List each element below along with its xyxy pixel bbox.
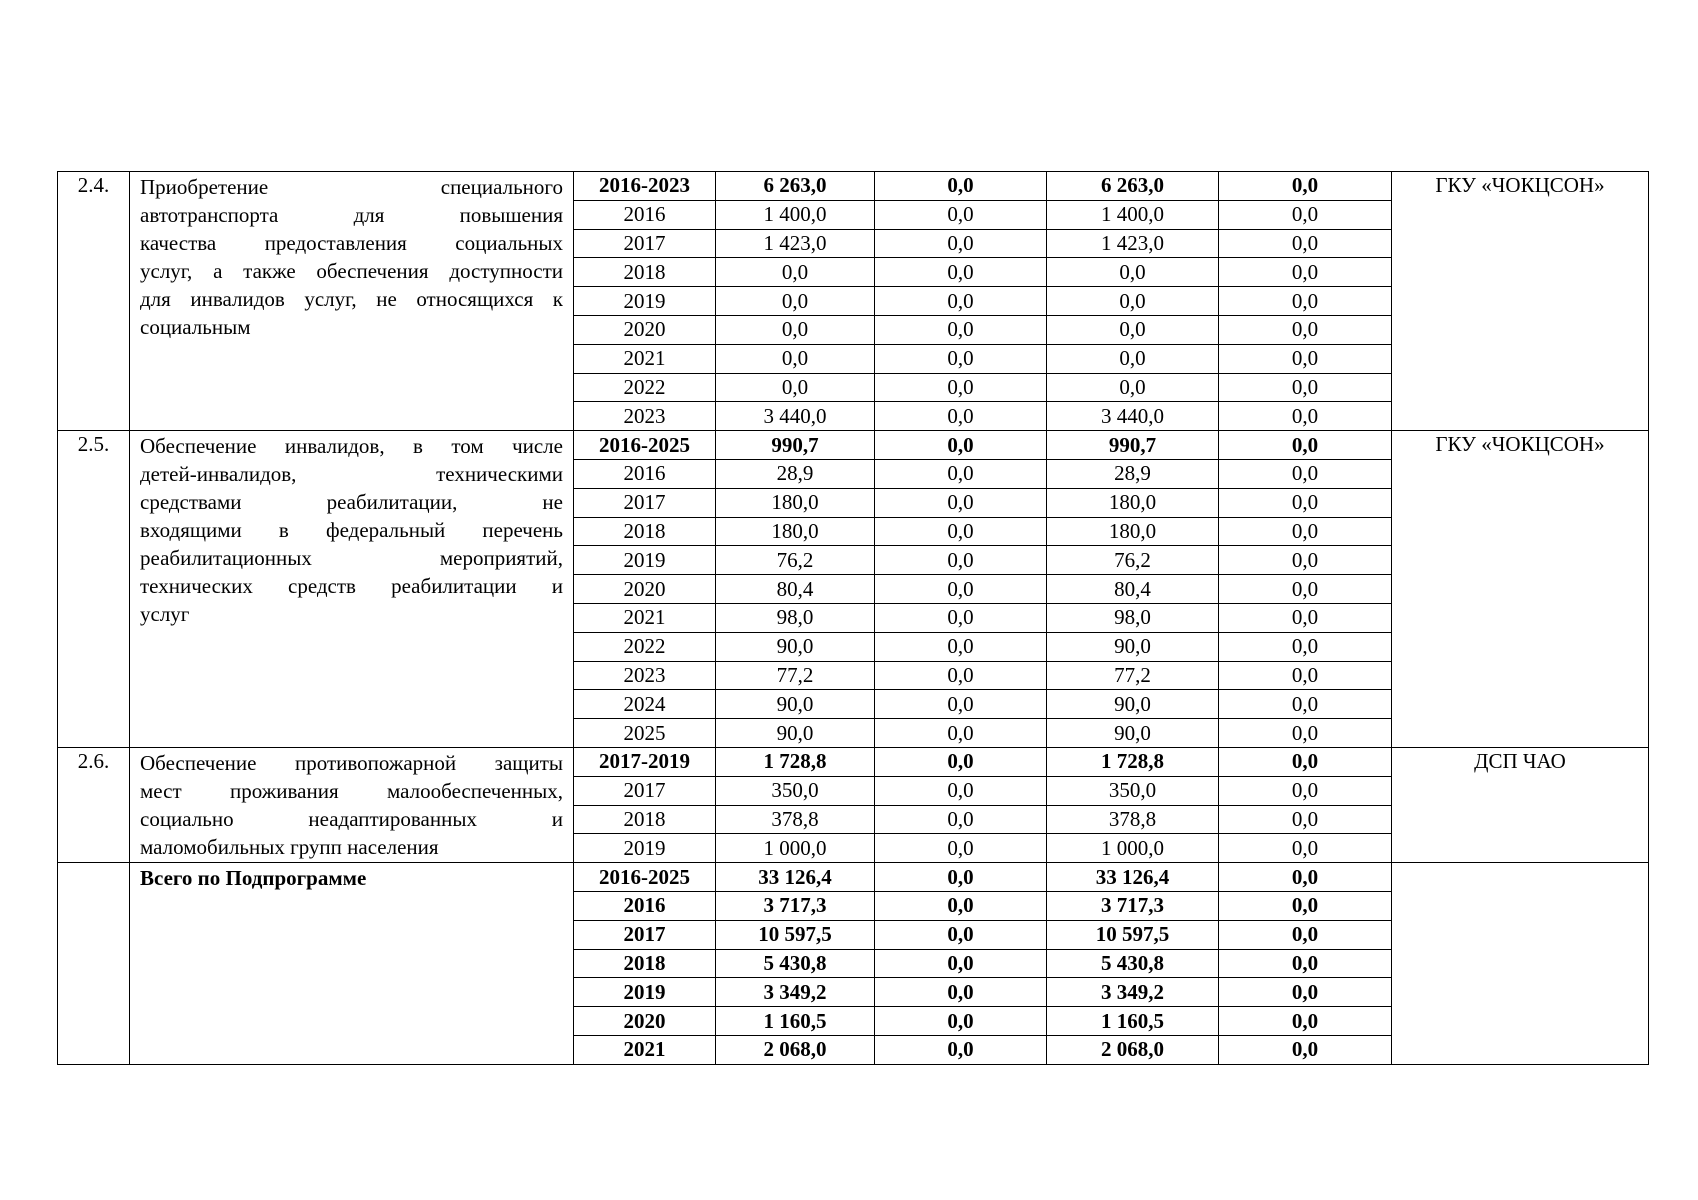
item-description [130,431,574,748]
total-org-cell [1392,863,1649,1065]
other-cell: 0,0 [1219,891,1392,920]
total-cell: 2 068,0 [716,1035,875,1064]
other-cell: 0,0 [1219,431,1392,460]
total-cell: 6 263,0 [716,172,875,201]
other-cell: 0,0 [1219,949,1392,978]
regional-cell: 0,0 [1047,373,1219,402]
year-cell: 2020 [574,315,716,344]
total-cell: 90,0 [716,632,875,661]
total-label: Всего по Подпрограмме [130,863,574,1065]
year-cell: 2017 [574,229,716,258]
regional-cell: 2 068,0 [1047,1035,1219,1064]
description-line: Обеспечение инвалидов, в том числе [140,434,563,459]
other-cell: 0,0 [1219,776,1392,805]
regional-cell: 76,2 [1047,546,1219,575]
other-cell: 0,0 [1219,834,1392,863]
item-description [130,172,574,431]
regional-cell: 0,0 [1047,315,1219,344]
federal-cell: 0,0 [875,575,1047,604]
federal-cell: 0,0 [875,373,1047,402]
other-cell: 0,0 [1219,690,1392,719]
year-cell: 2017 [574,776,716,805]
regional-cell: 378,8 [1047,805,1219,834]
other-cell: 0,0 [1219,287,1392,316]
federal-cell: 0,0 [875,978,1047,1007]
description-line: для инвалидов услуг, не относящихся к [140,287,563,311]
year-cell: 2018 [574,805,716,834]
year-cell: 2019 [574,978,716,1007]
item-number: 2.4. [58,172,130,431]
other-cell: 0,0 [1219,229,1392,258]
other-cell: 0,0 [1219,517,1392,546]
federal-cell: 0,0 [875,747,1047,776]
federal-cell: 0,0 [875,661,1047,690]
total-cell: 1 000,0 [716,834,875,863]
total-cell: 180,0 [716,488,875,517]
total-cell: 0,0 [716,315,875,344]
year-cell: 2023 [574,402,716,431]
total-cell: 1 400,0 [716,200,875,229]
regional-cell: 180,0 [1047,488,1219,517]
total-cell: 0,0 [716,287,875,316]
description-line: социально неадаптированных и [140,806,563,831]
other-cell: 0,0 [1219,719,1392,748]
description-line: Обеспечение противопожарной защиты [140,750,563,775]
other-cell: 0,0 [1219,1035,1392,1064]
item-number: 2.5. [58,431,130,748]
total-cell: 0,0 [716,344,875,373]
regional-cell: 3 349,2 [1047,978,1219,1007]
regional-cell: 33 126,4 [1047,863,1219,892]
description-line: качества предоставления социальных [140,231,563,255]
total-cell: 3 349,2 [716,978,875,1007]
federal-cell: 0,0 [875,172,1047,201]
other-cell: 0,0 [1219,632,1392,661]
year-cell: 2016 [574,459,716,488]
total-row [58,863,1649,892]
federal-cell: 0,0 [875,402,1047,431]
description-line: технических средств реабилитации и [140,574,563,599]
federal-cell: 0,0 [875,431,1047,460]
description-line: автотранспорта для повышения [140,203,563,227]
year-cell: 2019 [574,287,716,316]
description-line: детей-инвалидов, техническими [140,462,563,487]
total-cell: 990,7 [716,431,875,460]
federal-cell: 0,0 [875,200,1047,229]
regional-cell: 10 597,5 [1047,920,1219,949]
description-line: маломобильных групп населения [140,834,439,859]
total-cell: 33 126,4 [716,863,875,892]
federal-cell: 0,0 [875,258,1047,287]
other-cell: 0,0 [1219,546,1392,575]
year-cell: 2018 [574,258,716,287]
table-body [58,172,1649,1065]
total-cell: 5 430,8 [716,949,875,978]
year-cell: 2022 [574,632,716,661]
regional-cell: 5 430,8 [1047,949,1219,978]
total-cell: 0,0 [716,373,875,402]
other-cell: 0,0 [1219,172,1392,201]
other-cell: 0,0 [1219,747,1392,776]
year-cell: 2018 [574,949,716,978]
federal-cell: 0,0 [875,690,1047,719]
year-cell: 2025 [574,719,716,748]
other-cell: 0,0 [1219,575,1392,604]
regional-cell: 77,2 [1047,661,1219,690]
total-cell: 0,0 [716,258,875,287]
total-number-cell [58,863,130,1065]
other-cell: 0,0 [1219,402,1392,431]
description-line: реабилитационных мероприятий, [140,546,563,571]
other-cell: 0,0 [1219,661,1392,690]
other-cell: 0,0 [1219,373,1392,402]
table-row [58,747,1649,776]
description-line: услуг, а также обеспечения доступности [140,259,563,283]
other-cell: 0,0 [1219,863,1392,892]
total-cell: 180,0 [716,517,875,546]
federal-cell: 0,0 [875,344,1047,373]
federal-cell: 0,0 [875,315,1047,344]
regional-cell: 1 160,5 [1047,1007,1219,1036]
regional-cell: 28,9 [1047,459,1219,488]
regional-cell: 6 263,0 [1047,172,1219,201]
regional-cell: 98,0 [1047,603,1219,632]
year-cell: 2017-2019 [574,747,716,776]
regional-cell: 1 400,0 [1047,200,1219,229]
total-cell: 80,4 [716,575,875,604]
total-cell: 3 440,0 [716,402,875,431]
total-cell: 350,0 [716,776,875,805]
federal-cell: 0,0 [875,229,1047,258]
federal-cell: 0,0 [875,863,1047,892]
total-cell: 76,2 [716,546,875,575]
total-cell: 28,9 [716,459,875,488]
federal-cell: 0,0 [875,949,1047,978]
other-cell: 0,0 [1219,315,1392,344]
item-description [130,747,574,862]
other-cell: 0,0 [1219,805,1392,834]
year-cell: 2021 [574,603,716,632]
description-line: мест проживания малообеспеченных, [140,778,563,803]
regional-cell: 1 000,0 [1047,834,1219,863]
description-line: средствами реабилитации, не [140,490,563,515]
year-cell: 2021 [574,344,716,373]
regional-cell: 1 728,8 [1047,747,1219,776]
federal-cell: 0,0 [875,805,1047,834]
total-cell: 3 717,3 [716,891,875,920]
year-cell: 2018 [574,517,716,546]
total-cell: 90,0 [716,719,875,748]
year-cell: 2016-2023 [574,172,716,201]
regional-cell: 90,0 [1047,690,1219,719]
regional-cell: 90,0 [1047,632,1219,661]
other-cell: 0,0 [1219,488,1392,517]
total-cell: 1 728,8 [716,747,875,776]
total-cell: 1 423,0 [716,229,875,258]
federal-cell: 0,0 [875,546,1047,575]
regional-cell: 3 717,3 [1047,891,1219,920]
regional-cell: 0,0 [1047,258,1219,287]
federal-cell: 0,0 [875,488,1047,517]
other-cell: 0,0 [1219,344,1392,373]
year-cell: 2017 [574,920,716,949]
year-cell: 2016-2025 [574,431,716,460]
responsible-org: ДСП ЧАО [1392,747,1649,862]
regional-cell: 990,7 [1047,431,1219,460]
responsible-org: ГКУ «ЧОКЦСОН» [1392,172,1649,431]
federal-cell: 0,0 [875,834,1047,863]
year-cell: 2016 [574,891,716,920]
federal-cell: 0,0 [875,891,1047,920]
federal-cell: 0,0 [875,719,1047,748]
total-cell: 77,2 [716,661,875,690]
year-cell: 2019 [574,834,716,863]
table-row [58,172,1649,201]
federal-cell: 0,0 [875,920,1047,949]
other-cell: 0,0 [1219,258,1392,287]
description-line: входящими в федеральный перечень [140,518,563,543]
regional-cell: 90,0 [1047,719,1219,748]
year-cell: 2024 [574,690,716,719]
regional-cell: 0,0 [1047,344,1219,373]
year-cell: 2021 [574,1035,716,1064]
year-cell: 2020 [574,1007,716,1036]
federal-cell: 0,0 [875,517,1047,546]
year-cell: 2016-2025 [574,863,716,892]
federal-cell: 0,0 [875,603,1047,632]
description-line: социальным [140,315,251,339]
year-cell: 2016 [574,200,716,229]
regional-cell: 180,0 [1047,517,1219,546]
total-cell: 90,0 [716,690,875,719]
other-cell: 0,0 [1219,459,1392,488]
description-line: услуг [140,602,190,627]
regional-cell: 0,0 [1047,287,1219,316]
item-number: 2.6. [58,747,130,862]
total-cell: 1 160,5 [716,1007,875,1036]
funding-table [57,171,1649,1065]
total-cell: 378,8 [716,805,875,834]
year-cell: 2017 [574,488,716,517]
federal-cell: 0,0 [875,1007,1047,1036]
federal-cell: 0,0 [875,1035,1047,1064]
other-cell: 0,0 [1219,200,1392,229]
regional-cell: 80,4 [1047,575,1219,604]
year-cell: 2019 [574,546,716,575]
year-cell: 2022 [574,373,716,402]
other-cell: 0,0 [1219,920,1392,949]
responsible-org: ГКУ «ЧОКЦСОН» [1392,431,1649,748]
other-cell: 0,0 [1219,603,1392,632]
regional-cell: 350,0 [1047,776,1219,805]
federal-cell: 0,0 [875,287,1047,316]
federal-cell: 0,0 [875,776,1047,805]
other-cell: 0,0 [1219,978,1392,1007]
year-cell: 2020 [574,575,716,604]
table-row [58,431,1649,460]
other-cell: 0,0 [1219,1007,1392,1036]
year-cell: 2023 [574,661,716,690]
federal-cell: 0,0 [875,632,1047,661]
description-line: Приобретение специального [140,175,563,199]
total-cell: 98,0 [716,603,875,632]
total-cell: 10 597,5 [716,920,875,949]
regional-cell: 3 440,0 [1047,402,1219,431]
federal-cell: 0,0 [875,459,1047,488]
regional-cell: 1 423,0 [1047,229,1219,258]
